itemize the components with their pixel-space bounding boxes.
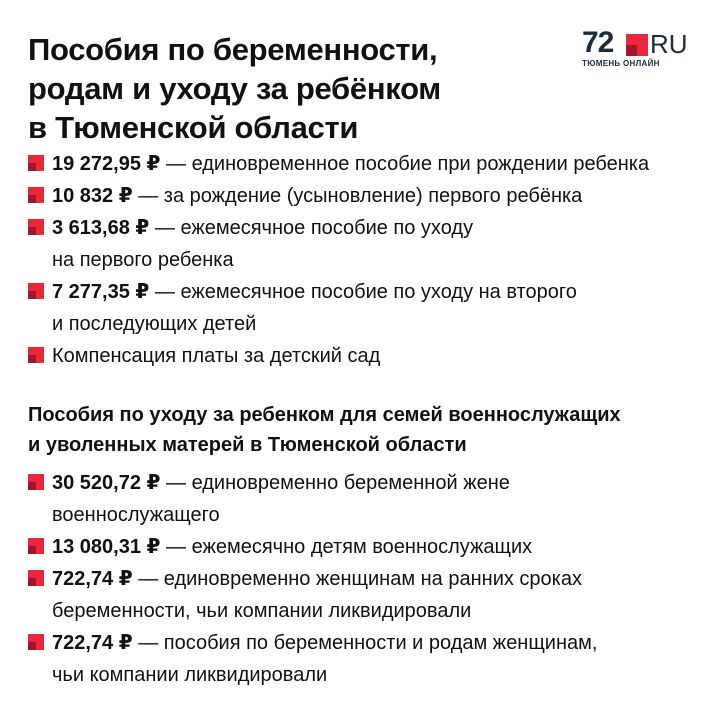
logo-number: 72	[582, 26, 614, 59]
page-title	[28, 30, 548, 147]
benefit-text: — за рождение (усыновление) первого ребёнка	[138, 185, 583, 207]
logo-square-icon	[626, 34, 648, 56]
benefit-text: — единовременное пособие при рождении ребенка	[166, 153, 650, 175]
benefit-text: — единовременно беременной жене	[166, 472, 510, 494]
benefit-amount: 3 613,68 ₽	[52, 217, 150, 239]
benefit-amount: 30 520,72 ₽	[52, 472, 161, 494]
section-heading-line-1: Пособия по уходу за ребенком для семей военнослужащих	[28, 404, 621, 426]
benefit-text: — ежемесячное пособие по уходу	[154, 217, 474, 239]
benefit-text-continued: военнослужащего	[52, 504, 220, 526]
title-line-1: Пособия по беременности,	[28, 32, 438, 67]
benefit-amount: 722,74 ₽	[52, 632, 133, 654]
benefit-text: Компенсация платы за детский сад	[52, 345, 381, 367]
bullet-icon	[28, 347, 44, 363]
benefit-amount: 13 080,31 ₽	[52, 536, 161, 558]
benefit-text: — пособия по беременности и родам женщинам,	[138, 632, 598, 654]
bullet-icon	[28, 570, 44, 586]
benefit-text-continued: беременности, чьи компании ликвидировали	[52, 600, 472, 622]
benefit-text-continued: и последующих детей	[52, 313, 257, 335]
benefit-text: — ежемесячное пособие по уходу на второго	[154, 281, 577, 303]
bullet-icon	[28, 474, 44, 490]
benefit-amount: 10 832 ₽	[52, 185, 133, 207]
section-heading	[28, 400, 708, 460]
bullet-icon	[28, 155, 44, 171]
benefit-amount: 19 272,95 ₽	[52, 153, 161, 175]
site-logo[interactable]	[582, 28, 694, 68]
benefit-text-continued: чьи компании ликвидировали	[52, 664, 328, 686]
benefit-amount: 7 277,35 ₽	[52, 281, 150, 303]
title-line-3: в Тюменской области	[28, 110, 359, 145]
benefit-text: — ежемесячно детям военнослужащих	[166, 536, 533, 558]
benefit-text-continued: на первого ребенка	[52, 249, 234, 271]
logo-subtitle: ТЮМЕНЬ ОНЛАЙН	[582, 59, 660, 68]
benefit-text: — единовременно женщинам на ранних сроках	[138, 568, 582, 590]
benefit-amount: 722,74 ₽	[52, 568, 133, 590]
logo-ru: RU	[650, 29, 688, 59]
section-heading-line-2: и уволенных матерей в Тюменской области	[28, 434, 467, 456]
bullet-icon	[28, 538, 44, 554]
bullet-icon	[28, 219, 44, 235]
bullet-icon	[28, 283, 44, 299]
bullet-icon	[28, 634, 44, 650]
bullet-icon	[28, 187, 44, 203]
title-line-2: родам и уходу за ребёнком	[28, 71, 441, 106]
